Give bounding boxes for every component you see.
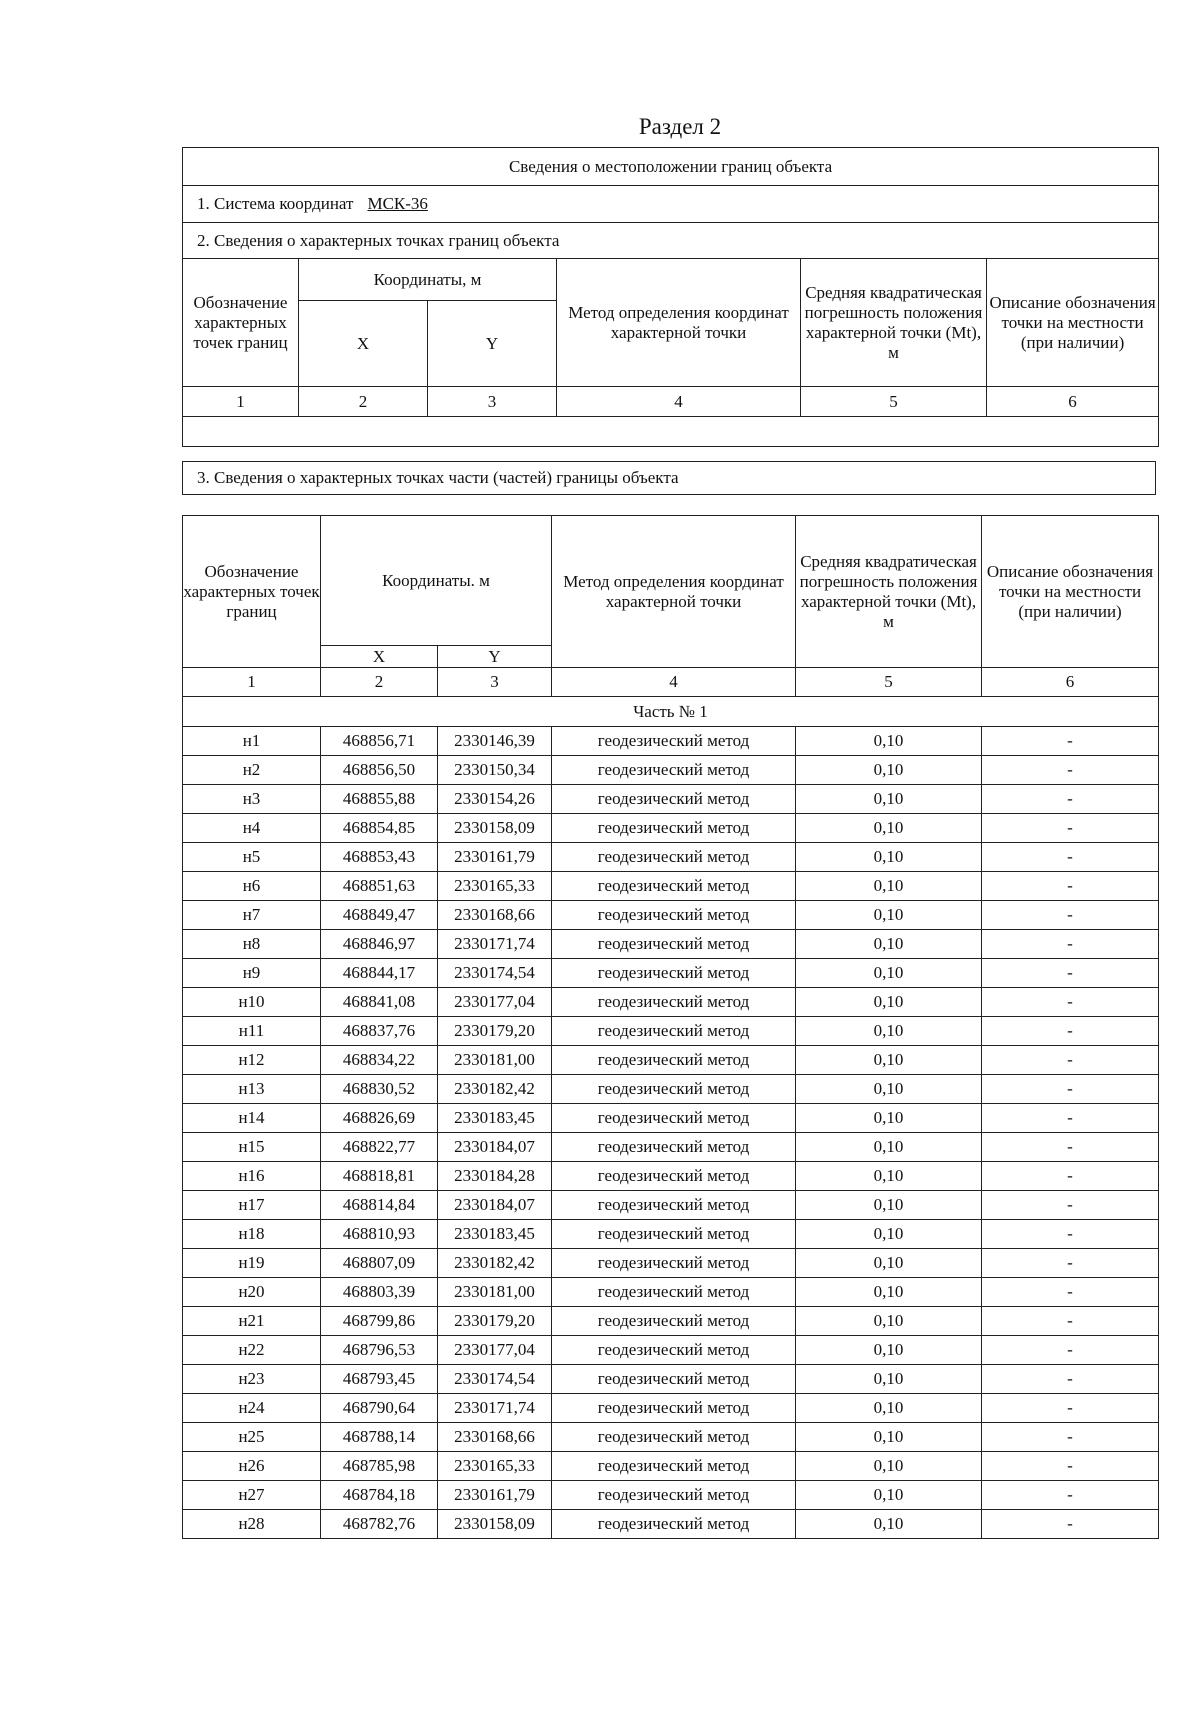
coord-x: 468793,45 <box>321 1365 438 1394</box>
table-row <box>183 1452 1159 1481</box>
point-id: н2 <box>183 756 321 785</box>
description: - <box>982 1394 1159 1423</box>
error-value: 0,10 <box>796 1220 982 1249</box>
col-number: 3 <box>428 387 557 417</box>
col-number: 1 <box>183 387 299 417</box>
coord-x: 468785,98 <box>321 1452 438 1481</box>
col-error-header: Средняя квадратическая погрешность положения характерной точки (Mt), м <box>796 516 982 668</box>
coord-x: 468837,76 <box>321 1017 438 1046</box>
coord-x: 468796,53 <box>321 1336 438 1365</box>
point-id: н14 <box>183 1104 321 1133</box>
col-number: 2 <box>321 668 438 697</box>
coord-x: 468818,81 <box>321 1162 438 1191</box>
error-value: 0,10 <box>796 1249 982 1278</box>
description: - <box>982 1162 1159 1191</box>
point-id: н8 <box>183 930 321 959</box>
method: геодезический метод <box>552 1423 796 1452</box>
coord-y: 2330184,07 <box>438 1191 552 1220</box>
point-id: н12 <box>183 1046 321 1075</box>
method: геодезический метод <box>552 930 796 959</box>
table-row <box>183 843 1159 872</box>
description: - <box>982 872 1159 901</box>
error-value: 0,10 <box>796 1510 982 1539</box>
coord-x: 468788,14 <box>321 1423 438 1452</box>
error-value: 0,10 <box>796 1336 982 1365</box>
method: геодезический метод <box>552 1220 796 1249</box>
description: - <box>982 1423 1159 1452</box>
error-value: 0,10 <box>796 1365 982 1394</box>
description: - <box>982 1220 1159 1249</box>
description: - <box>982 1104 1159 1133</box>
error-value: 0,10 <box>796 1423 982 1452</box>
point-id: н10 <box>183 988 321 1017</box>
point-id: н17 <box>183 1191 321 1220</box>
table-row <box>183 1510 1159 1539</box>
method: геодезический метод <box>552 1162 796 1191</box>
col-method-header: Метод определения координат характерной точки <box>557 259 801 387</box>
col-coords-header: Координаты, м <box>299 259 557 301</box>
method: геодезический метод <box>552 959 796 988</box>
table-row <box>183 1133 1159 1162</box>
error-value: 0,10 <box>796 727 982 756</box>
coord-y: 2330168,66 <box>438 1423 552 1452</box>
method: геодезический метод <box>552 1510 796 1539</box>
error-value: 0,10 <box>796 1075 982 1104</box>
coord-y: 2330158,09 <box>438 814 552 843</box>
coord-x: 468856,50 <box>321 756 438 785</box>
table-row <box>183 1162 1159 1191</box>
description: - <box>982 1191 1159 1220</box>
point-id: н27 <box>183 1481 321 1510</box>
coord-y: 2330184,07 <box>438 1133 552 1162</box>
method: геодезический метод <box>552 1046 796 1075</box>
coord-y: 2330150,34 <box>438 756 552 785</box>
error-value: 0,10 <box>796 785 982 814</box>
table-row <box>183 1394 1159 1423</box>
method: геодезический метод <box>552 1278 796 1307</box>
section2-table <box>182 147 1159 447</box>
point-id: н23 <box>183 1365 321 1394</box>
coord-x: 468849,47 <box>321 901 438 930</box>
coord-y: 2330146,39 <box>438 727 552 756</box>
coord-y: 2330177,04 <box>438 1336 552 1365</box>
description: - <box>982 959 1159 988</box>
table-row <box>183 959 1159 988</box>
point-id: н24 <box>183 1394 321 1423</box>
table-row <box>183 756 1159 785</box>
table-row <box>183 901 1159 930</box>
point-id: н26 <box>183 1452 321 1481</box>
error-value: 0,10 <box>796 872 982 901</box>
description: - <box>982 1278 1159 1307</box>
coord-y: 2330181,00 <box>438 1278 552 1307</box>
error-value: 0,10 <box>796 814 982 843</box>
empty-row <box>183 417 1159 447</box>
method: геодезический метод <box>552 814 796 843</box>
method: геодезический метод <box>552 1452 796 1481</box>
description: - <box>982 756 1159 785</box>
coord-y: 2330165,33 <box>438 1452 552 1481</box>
point-id: н4 <box>183 814 321 843</box>
description: - <box>982 1336 1159 1365</box>
error-value: 0,10 <box>796 1394 982 1423</box>
description: - <box>982 1307 1159 1336</box>
table-row <box>183 1191 1159 1220</box>
col-y-header: Y <box>428 301 557 387</box>
coord-y: 2330171,74 <box>438 1394 552 1423</box>
coord-x: 468841,08 <box>321 988 438 1017</box>
point-id: н3 <box>183 785 321 814</box>
col-number: 5 <box>801 387 987 417</box>
point-id: н28 <box>183 1510 321 1539</box>
error-value: 0,10 <box>796 1452 982 1481</box>
coord-x: 468851,63 <box>321 872 438 901</box>
method: геодезический метод <box>552 1481 796 1510</box>
coord-y: 2330161,79 <box>438 843 552 872</box>
point-id: н9 <box>183 959 321 988</box>
col-number: 5 <box>796 668 982 697</box>
table-row <box>183 1278 1159 1307</box>
coord-y: 2330183,45 <box>438 1220 552 1249</box>
col-designation-header: Обозначение характерных точек границ <box>183 259 299 387</box>
table-row <box>183 1481 1159 1510</box>
error-value: 0,10 <box>796 1046 982 1075</box>
method: геодезический метод <box>552 872 796 901</box>
method: геодезический метод <box>552 1365 796 1394</box>
error-value: 0,10 <box>796 1481 982 1510</box>
page-title: Раздел 2 <box>638 114 722 139</box>
description: - <box>982 1046 1159 1075</box>
coord-x: 468830,52 <box>321 1075 438 1104</box>
table-row <box>183 814 1159 843</box>
table-row <box>183 1220 1159 1249</box>
section-header: Сведения о местоположении границ объекта <box>183 148 1159 186</box>
col-number: 6 <box>982 668 1159 697</box>
description: - <box>982 930 1159 959</box>
description: - <box>982 814 1159 843</box>
method: геодезический метод <box>552 727 796 756</box>
point-id: н6 <box>183 872 321 901</box>
col-y-header: Y <box>438 646 552 668</box>
col-error-header: Средняя квадратическая погрешность положения характерной точки (Mt), м <box>801 259 987 387</box>
method: геодезический метод <box>552 1307 796 1336</box>
error-value: 0,10 <box>796 1191 982 1220</box>
table-row <box>183 1336 1159 1365</box>
error-value: 0,10 <box>796 930 982 959</box>
description: - <box>982 1481 1159 1510</box>
method: геодезический метод <box>552 988 796 1017</box>
point-id: н13 <box>183 1075 321 1104</box>
method: геодезический метод <box>552 785 796 814</box>
coord-x: 468853,43 <box>321 843 438 872</box>
points-table <box>182 515 1159 1539</box>
method: геодезический метод <box>552 1249 796 1278</box>
coord-system-label: 1. Система координат <box>197 194 354 213</box>
col-description-header: Описание обозначения точки на местности (при наличии) <box>987 259 1159 387</box>
col-number: 2 <box>299 387 428 417</box>
col-x-header: X <box>299 301 428 387</box>
description: - <box>982 1249 1159 1278</box>
col-number: 6 <box>987 387 1159 417</box>
coord-y: 2330161,79 <box>438 1481 552 1510</box>
description: - <box>982 1133 1159 1162</box>
coord-x: 468826,69 <box>321 1104 438 1133</box>
point-id: н22 <box>183 1336 321 1365</box>
coord-y: 2330171,74 <box>438 930 552 959</box>
point-id: н15 <box>183 1133 321 1162</box>
table-row <box>183 1249 1159 1278</box>
coord-x: 468844,17 <box>321 959 438 988</box>
point-id: н16 <box>183 1162 321 1191</box>
col-number: 4 <box>557 387 801 417</box>
coord-x: 468822,77 <box>321 1133 438 1162</box>
point-id: н19 <box>183 1249 321 1278</box>
coord-y: 2330179,20 <box>438 1307 552 1336</box>
coord-x: 468782,76 <box>321 1510 438 1539</box>
error-value: 0,10 <box>796 843 982 872</box>
part-label: Часть № 1 <box>183 697 1159 727</box>
error-value: 0,10 <box>796 1307 982 1336</box>
table-row <box>183 930 1159 959</box>
table-row <box>183 1307 1159 1336</box>
point-id: н18 <box>183 1220 321 1249</box>
method: геодезический метод <box>552 1017 796 1046</box>
coord-y: 2330168,66 <box>438 901 552 930</box>
coord-x: 468799,86 <box>321 1307 438 1336</box>
error-value: 0,10 <box>796 756 982 785</box>
error-value: 0,10 <box>796 901 982 930</box>
coord-x: 468855,88 <box>321 785 438 814</box>
point-id: н7 <box>183 901 321 930</box>
coord-y: 2330158,09 <box>438 1510 552 1539</box>
point-id: н20 <box>183 1278 321 1307</box>
section3-title: 3. Сведения о характерных точках части (частей) границы объекта <box>182 461 1156 495</box>
col-number: 3 <box>438 668 552 697</box>
col-description-header: Описание обозначения точки на местности (при наличии) <box>982 516 1159 668</box>
description: - <box>982 785 1159 814</box>
table-row <box>183 727 1159 756</box>
coord-x: 468814,84 <box>321 1191 438 1220</box>
coord-y: 2330181,00 <box>438 1046 552 1075</box>
table-row <box>183 1365 1159 1394</box>
method: геодезический метод <box>552 1133 796 1162</box>
coord-y: 2330182,42 <box>438 1249 552 1278</box>
coord-x: 468807,09 <box>321 1249 438 1278</box>
method: геодезический метод <box>552 756 796 785</box>
coord-y: 2330174,54 <box>438 1365 552 1394</box>
coord-x: 468810,93 <box>321 1220 438 1249</box>
col-number: 1 <box>183 668 321 697</box>
method: геодезический метод <box>552 1191 796 1220</box>
coord-y: 2330179,20 <box>438 1017 552 1046</box>
table-row <box>183 1423 1159 1452</box>
method: геодезический метод <box>552 1104 796 1133</box>
coord-system-value: МСК-36 <box>367 194 428 213</box>
col-coords-header: Координаты. м <box>321 516 552 646</box>
col-method-header: Метод определения координат характерной точки <box>552 516 796 668</box>
description: - <box>982 1365 1159 1394</box>
error-value: 0,10 <box>796 959 982 988</box>
coord-x: 468856,71 <box>321 727 438 756</box>
coord-y: 2330174,54 <box>438 959 552 988</box>
method: геодезический метод <box>552 1336 796 1365</box>
points-table-body <box>183 727 1159 1539</box>
table-row <box>183 1104 1159 1133</box>
section2-title: 2. Сведения о характерных точках границ объекта <box>183 223 1159 259</box>
coord-x: 468803,39 <box>321 1278 438 1307</box>
coord-x: 468834,22 <box>321 1046 438 1075</box>
point-id: н1 <box>183 727 321 756</box>
table-row <box>183 1017 1159 1046</box>
table-row <box>183 1075 1159 1104</box>
col-number: 4 <box>552 668 796 697</box>
table-row <box>183 872 1159 901</box>
coord-x: 468784,18 <box>321 1481 438 1510</box>
method: геодезический метод <box>552 843 796 872</box>
point-id: н5 <box>183 843 321 872</box>
coord-x: 468854,85 <box>321 814 438 843</box>
col-designation-header: Обозначение характерных точек границ <box>183 516 321 668</box>
error-value: 0,10 <box>796 1278 982 1307</box>
coord-x: 468790,64 <box>321 1394 438 1423</box>
error-value: 0,10 <box>796 1017 982 1046</box>
table-row <box>183 785 1159 814</box>
coord-y: 2330182,42 <box>438 1075 552 1104</box>
coord-system-row <box>183 186 1159 223</box>
point-id: н25 <box>183 1423 321 1452</box>
method: геодезический метод <box>552 1394 796 1423</box>
description: - <box>982 1452 1159 1481</box>
table-row <box>183 988 1159 1017</box>
description: - <box>982 727 1159 756</box>
coord-y: 2330154,26 <box>438 785 552 814</box>
coord-y: 2330165,33 <box>438 872 552 901</box>
coord-y: 2330184,28 <box>438 1162 552 1191</box>
col-x-header: X <box>321 646 438 668</box>
point-id: н21 <box>183 1307 321 1336</box>
description: - <box>982 843 1159 872</box>
error-value: 0,10 <box>796 1162 982 1191</box>
description: - <box>982 1510 1159 1539</box>
description: - <box>982 901 1159 930</box>
coord-y: 2330177,04 <box>438 988 552 1017</box>
method: геодезический метод <box>552 901 796 930</box>
description: - <box>982 1075 1159 1104</box>
method: геодезический метод <box>552 1075 796 1104</box>
error-value: 0,10 <box>796 1104 982 1133</box>
table-row <box>183 1046 1159 1075</box>
coord-y: 2330183,45 <box>438 1104 552 1133</box>
error-value: 0,10 <box>796 988 982 1017</box>
coord-x: 468846,97 <box>321 930 438 959</box>
error-value: 0,10 <box>796 1133 982 1162</box>
description: - <box>982 988 1159 1017</box>
point-id: н11 <box>183 1017 321 1046</box>
description: - <box>982 1017 1159 1046</box>
